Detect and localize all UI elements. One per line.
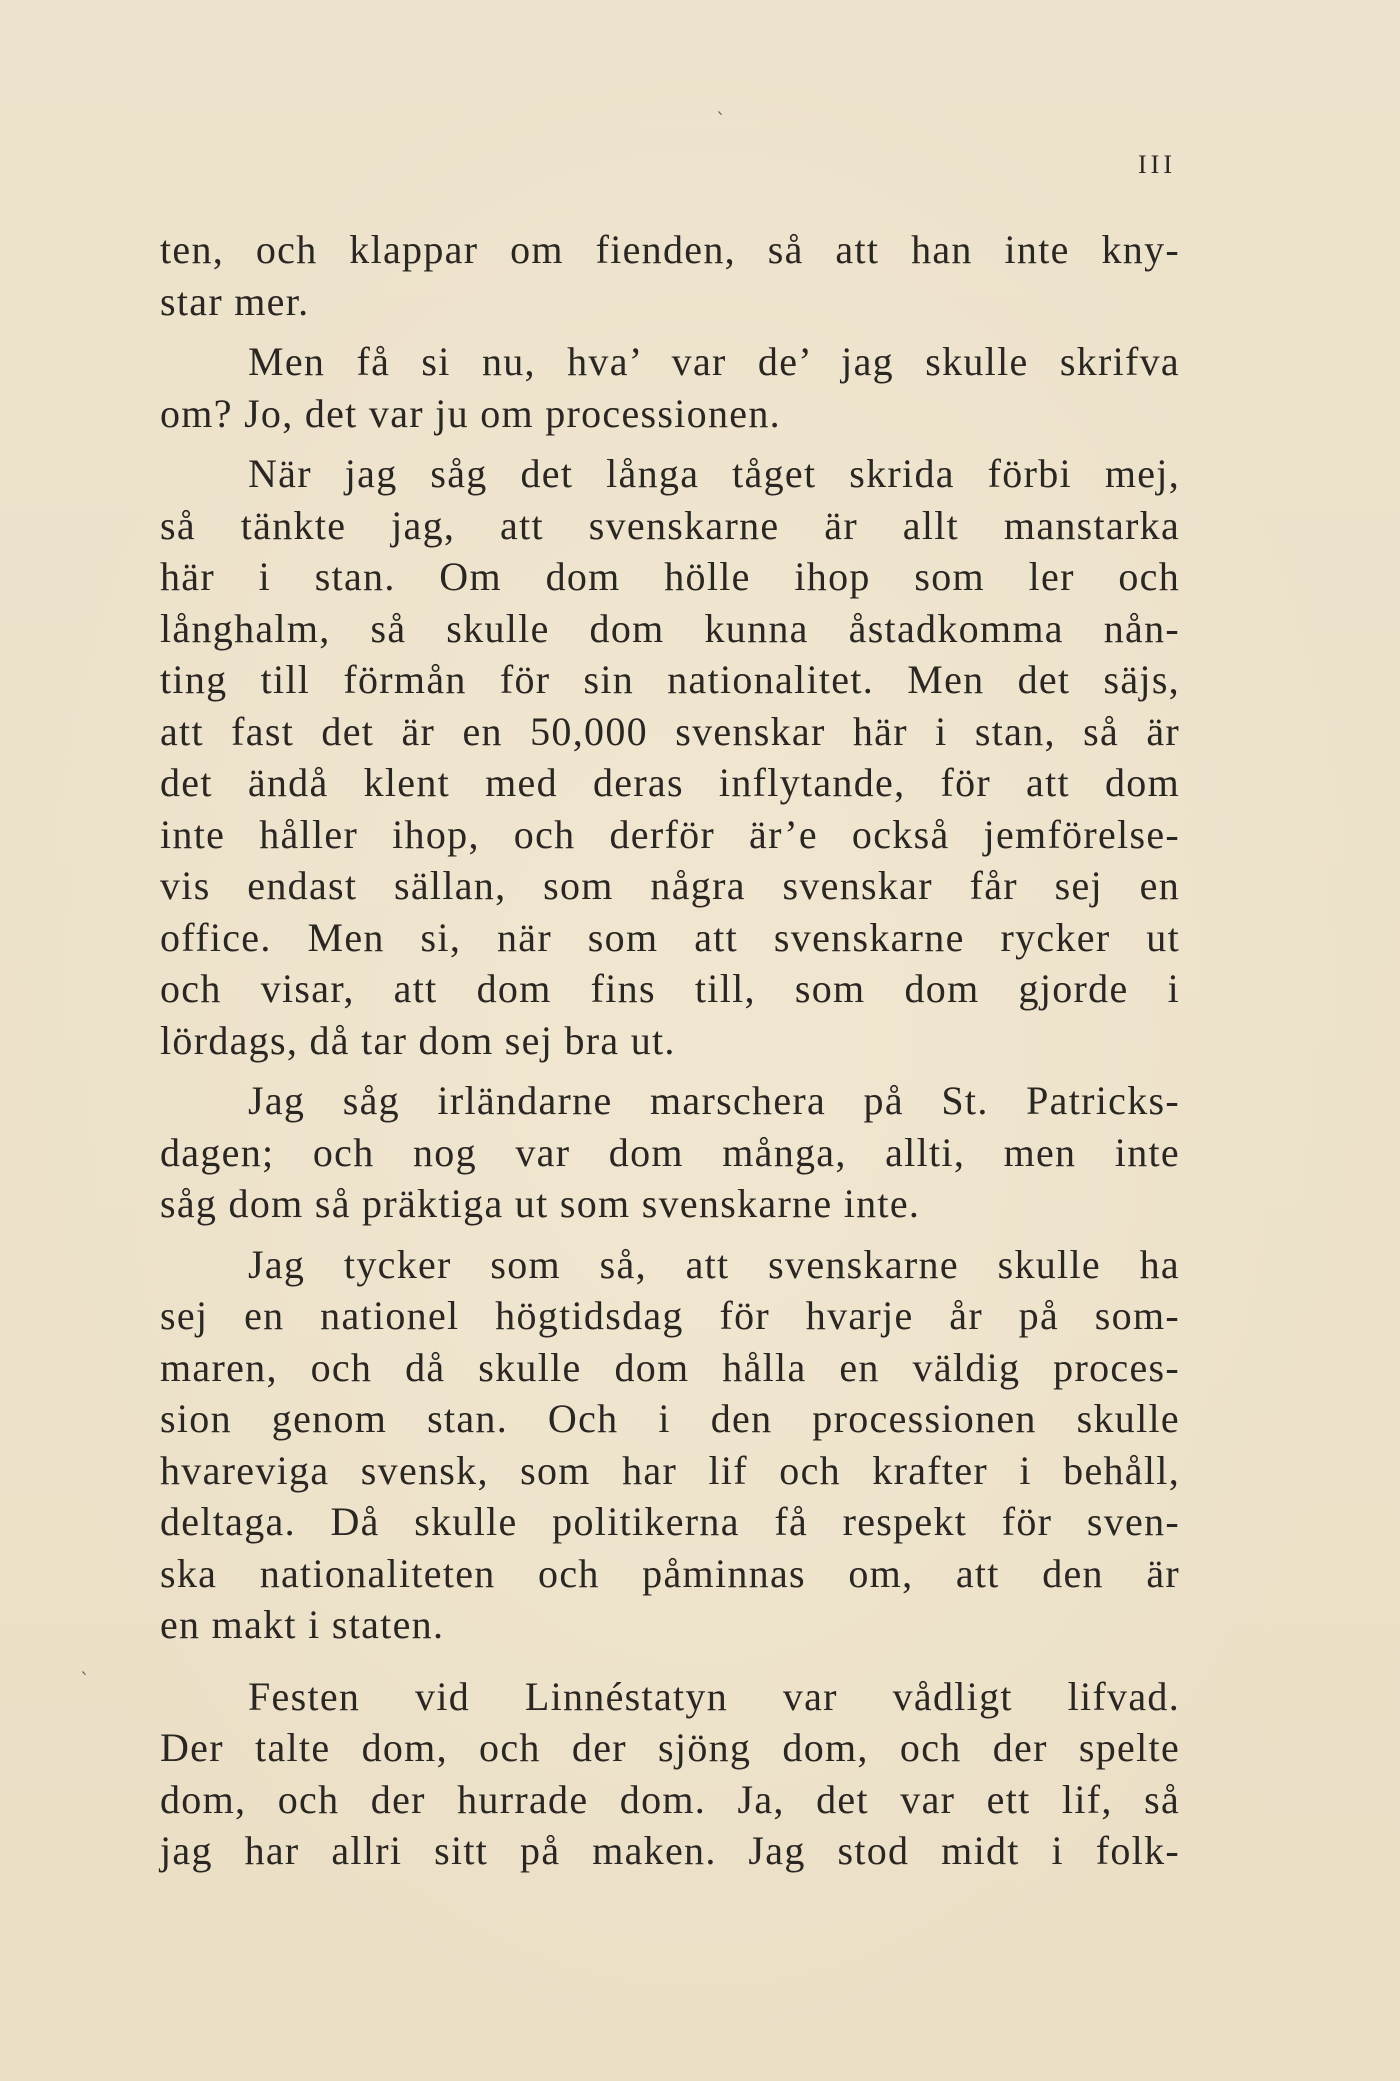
text-line: office. Men si, när som att svenskarne rycker ut: [160, 914, 1180, 960]
paragraph: [160, 336, 1180, 439]
text-line: deltaga. Då skulle politikerna få respekt för sven-: [160, 1499, 1180, 1544]
text-line: lördags, då tar dom sej bra ut.: [160, 1017, 676, 1063]
text-line: inte håller ihop, och derför är’e också jemförelse-: [160, 811, 1180, 857]
paragraph: [160, 448, 1180, 1066]
text-line: Jag såg irländarne marschera på St. Patricks-: [248, 1078, 1180, 1123]
text-line: dagen; och nog var dom många, allti, men inte: [160, 1129, 1180, 1175]
margin-mark: ˋ: [80, 1668, 90, 1692]
text-line: Jag tycker som så, att svenskarne skulle ha: [248, 1241, 1180, 1287]
paragraph: [160, 1075, 1180, 1230]
text-line: jag har allri sitt på maken. Jag stod midt i folk-: [160, 1828, 1180, 1873]
text-line: maren, och då skulle dom hålla en väldig proces-: [160, 1344, 1180, 1390]
text-line: ten, och klappar om fienden, så att han inte kny-: [160, 227, 1180, 272]
text-line: ting till förmån för sin nationalitet. Men det säjs,: [160, 657, 1180, 702]
text-line: Men få si nu, hva’ var de’ jag skulle skrifva: [248, 339, 1180, 384]
text-line: När jag såg det långa tåget skrida förbi mej,: [248, 451, 1180, 496]
text-line: sej en nationel högtidsdag för hvarje år på som-: [160, 1293, 1180, 1338]
text-line: en makt i staten.: [160, 1602, 445, 1647]
text-line: vis endast sällan, som några svenskar får sej en: [160, 863, 1180, 908]
text-line: det ändå klent med deras inflytande, för att dom: [160, 760, 1180, 805]
text-line: hvareviga svensk, som har lif och krafter i behåll,: [160, 1447, 1180, 1493]
body-text: [160, 224, 1180, 1886]
text-line: Der talte dom, och der sjöng dom, och der spelte: [160, 1725, 1180, 1770]
text-line: långhalm, så skulle dom kunna åstadkomma nån-: [160, 605, 1180, 651]
text-line: såg dom så präktiga ut som svenskarne inte.: [160, 1181, 921, 1226]
text-line: star mer.: [160, 278, 310, 324]
text-line: Festen vid Linnéstatyn var vådligt lifvad.: [248, 1673, 1180, 1719]
paragraph: [160, 224, 1180, 327]
text-line: så tänkte jag, att svenskarne är allt manstarka: [160, 502, 1180, 548]
text-line: här i stan. Om dom hölle ihop som ler och: [160, 554, 1180, 599]
text-line: om? Jo, det var ju om processionen.: [160, 390, 781, 436]
page-number: III: [1138, 150, 1176, 179]
text-line: och visar, att dom fins till, som dom gjorde i: [160, 966, 1180, 1011]
paragraph: [160, 1239, 1180, 1651]
text-line: sion genom stan. Och i den processionen skulle: [160, 1396, 1180, 1441]
paragraph: [160, 1671, 1180, 1877]
margin-mark: ˋ: [716, 108, 726, 132]
text-line: dom, och der hurrade dom. Ja, det var ett lif, så: [160, 1776, 1180, 1822]
text-line: att fast det är en 50,000 svenskar här i stan, så är: [160, 708, 1180, 754]
text-line: ska nationaliteten och påminnas om, att den är: [160, 1550, 1180, 1596]
